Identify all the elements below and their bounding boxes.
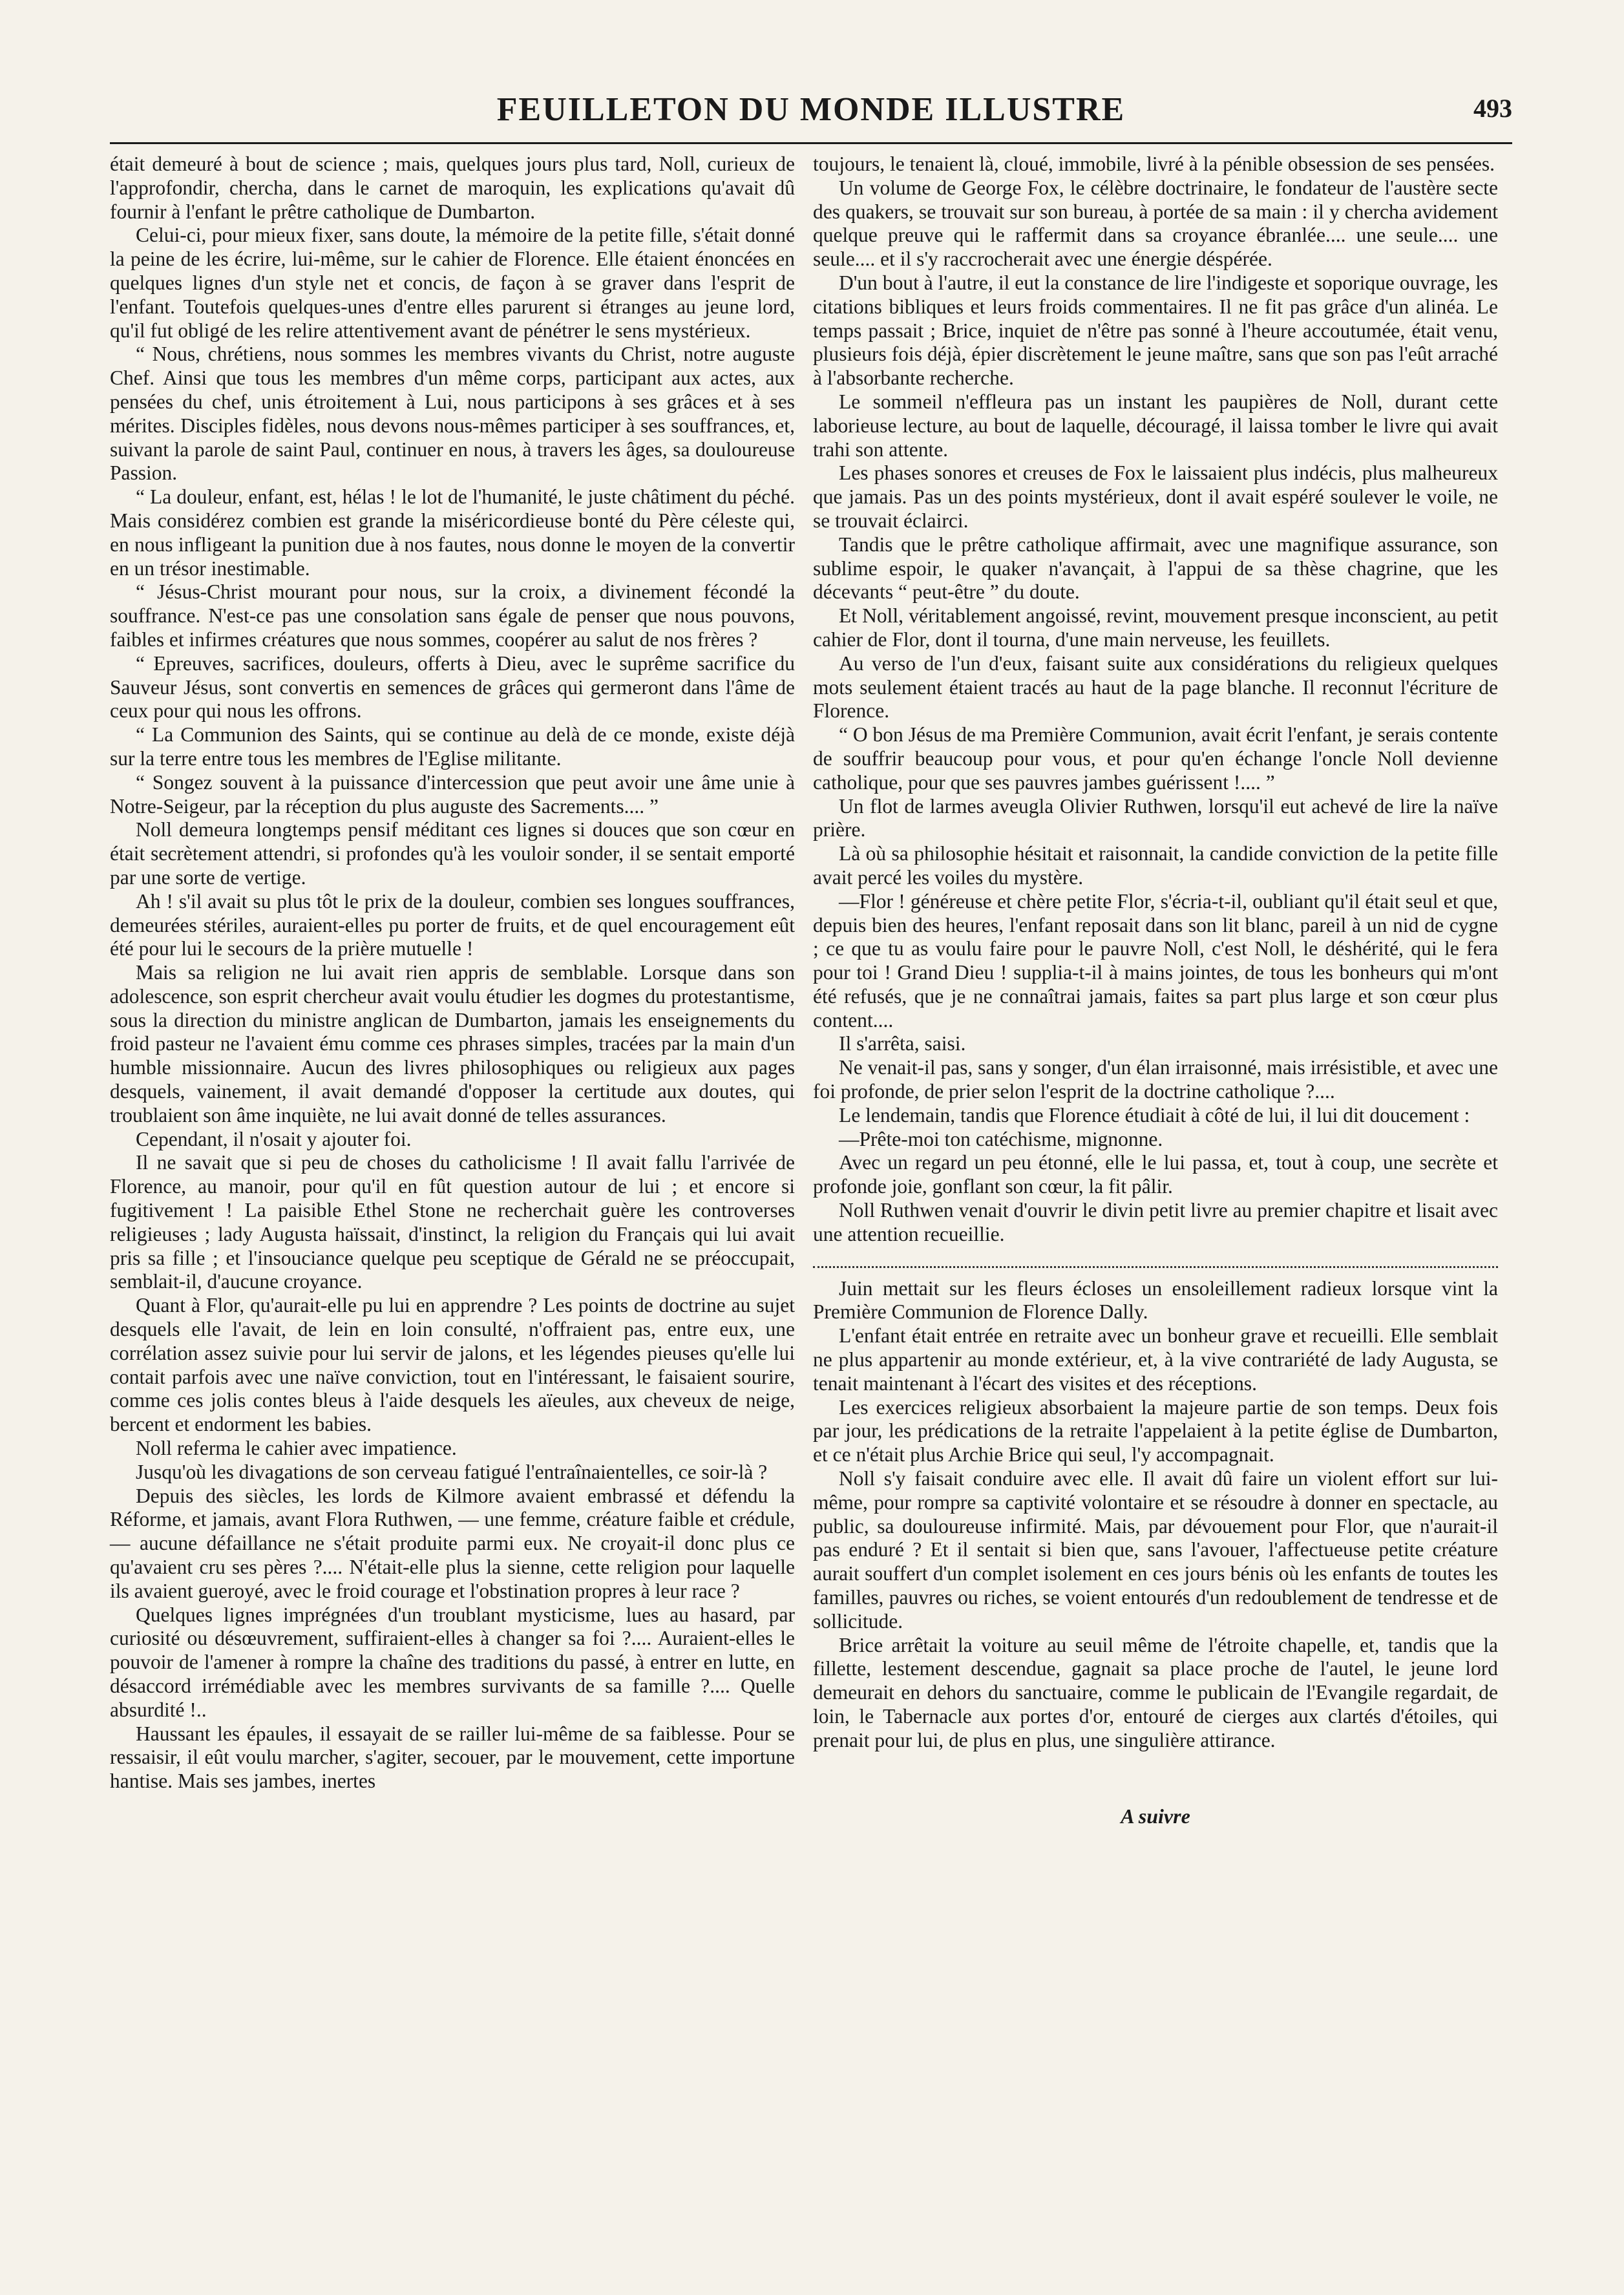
paragraph: Celui-ci, pour mieux fixer, sans doute, la mémoire de la petite fille, s'était donné la peine de les écrire, lui-même, sur le cahier de Florence. Elle étaient énoncées en quelques lignes d'un style net et concis, de façon à se graver dans l'esprit de l'enfant. Toutefois quelques-unes d'entre elles parurent si étranges au jeune lord, qu'il fut obligé de les relire attentivement avant de pénétrer le sens mystérieux.: [110, 224, 795, 342]
paragraph: “ O bon Jésus de ma Première Communion, avait écrit l'enfant, je serais contente de souffrir beaucoup pour vous, et pour qu'en échange l'oncle Noll devienne catholique, pour que ses pauvres jambes guérissent !.... ”: [813, 723, 1498, 794]
paragraph: Depuis des siècles, les lords de Kilmore avaient embrassé et défendu la Réforme, et jamais, avant Flora Ruthwen, — une femme, créature faible et crédule, — aucune défaillance ne s'était produite parmi eux. Ne croyait-il donc plus ce qu'avaient cru ses pères ?.... N'était-elle plus la sienne, cette religion pour laquelle ils avaient gueroyé, avec le froid courage et l'obstination propres à leur race ?: [110, 1484, 795, 1602]
paragraph: “ Jésus-Christ mourant pour nous, sur la croix, a divinement fécondé la souffrance. N'est-ce pas une consolation sans égale de penser que nous pouvons, faibles et infirmes créatures que nous sommes, coopérer au salut de nos frères ?: [110, 580, 795, 651]
paragraph: Noll Ruthwen venait d'ouvrir le divin petit livre au premier chapitre et lisait avec une attention recueillie.: [813, 1199, 1498, 1245]
right-column: [813, 153, 1498, 1828]
paragraph: Noll s'y faisait conduire avec elle. Il avait dû faire un violent effort sur lui-même, pour rompre sa captivité volontaire et se résoudre à donner en spectacle, au public, sa douloureuse infirmité. Mais, par dévouement pour Flor, que n'aurait-il pas enduré ? Et il sentait si bien que, sans l'avouer, l'affectueuse petite créature aurait souffert d'un complet isolement en ces jours bénis où les enfants de toutes les familles, pauvres ou riches, se voient entourés d'un redoublement de tendresse et de sollicitude.: [813, 1467, 1498, 1633]
paragraph: “ La douleur, enfant, est, hélas ! le lot de l'humanité, le juste châtiment du péché. Mais considérez combien est grande la miséricordieuse bonté du Père céleste qui, en nous infligeant la punition due à nos fautes, nous donne le moyen de la convertir en un trésor inestimable.: [110, 485, 795, 580]
paragraph: Tandis que le prêtre catholique affirmait, avec une magnifique assurance, son sublime espoir, le quaker n'avançait, à l'appui de sa thèse chagrine, que les décevants “ peut-être ” du doute.: [813, 533, 1498, 604]
paragraph: “ Songez souvent à la puissance d'intercession que peut avoir une âme unie à Notre-Seigeur, par la réception du plus auguste des Sacrements.... ”: [110, 770, 795, 818]
paragraph: Les phases sonores et creuses de Fox le laissaient plus indécis, plus malheureux que jamais. Pas un des points mystérieux, dont il avait espéré soulever le voile, ne se trouvait éclairci.: [813, 461, 1498, 532]
paragraph: Quant à Flor, qu'aurait-elle pu lui en apprendre ? Les points de doctrine au sujet desquels elle l'avait, de lein en loin consulté, n'offraient pas, entre eux, une corrélation assez suivie pour lui servir de jalons, et les légendes pieuses qu'elle lui contait parfois avec une naïve conviction, tout en l'intéressant, le faisaient sourire, comme ces jolis contes bleus à l'aide desquels les aïeules, aux cheveux de neige, bercent et endorment les babies.: [110, 1294, 795, 1436]
paragraph: Mais sa religion ne lui avait rien appris de semblable. Lorsque dans son adolescence, son esprit chercheur avait voulu étudier les dogmes du protestantisme, sous la direction du ministre anglican de Dumbarton, jamais les enseignements du froid pasteur ne l'avaient ému comme ces phrases simples, tracées par la main d'un humble missionnaire. Aucun des livres philosophiques ou religieux aux pages desquels, vainement, il avait demandé d'opposer la certitude aux doutes, qui troublaient son âme inquiète, ne lui avait donné de telles assurances.: [110, 961, 795, 1126]
paragraph: Ah ! s'il avait su plus tôt le prix de la douleur, combien ses longues souffrances, demeurées stériles, auraient-elles pu porter de fruits, et de quel encouragement eût été pour lui le secours de la prière mutuelle !: [110, 889, 795, 960]
paragraph: toujours, le tenaient là, cloué, immobile, livré à la pénible obsession de ses pensées.: [813, 153, 1495, 175]
paragraph: Avec un regard un peu étonné, elle le lui passa, et, tout à coup, une secrète et profonde joie, gonflant son cœur, la fit pâlir.: [813, 1151, 1498, 1198]
paragraph: “ Nous, chrétiens, nous sommes les membres vivants du Christ, notre auguste Chef. Ainsi que tous les membres d'un même corps, participant aux actes, aux pensées du chef, unis étroitement à Lui, nous participons à ses grâces et à ses mérites. Disciples fidèles, nous devons nous-mêmes participer à ses souffrances, et, suivant la parole de saint Paul, continuer en nous, à travers les âges, sa douloureuse Passion.: [110, 343, 795, 485]
paragraph: —Prête-moi ton catéchisme, mignonne.: [839, 1127, 1163, 1150]
section-separator: [813, 1266, 1498, 1268]
paragraph: Juin mettait sur les fleurs écloses un ensoleillement radieux lorsque vint la Première Communion de Florence Dally.: [813, 1276, 1498, 1324]
paragraph: Quelques lignes imprégnées d'un troublant mysticisme, lues au hasard, par curiosité ou désœuvrement, suffiraient-elles à changer sa foi ?.... Auraient-elles le pouvoir de l'amener à rompre la chaîne des traditions du passé, à entrer en lutte, en désaccord irrémédiable avec les membres survivants de sa famille ?.... Quelle absurdité !..: [110, 1603, 795, 1721]
paragraph: Il ne savait que si peu de choses du catholicisme ! Il avait fallu l'arrivée de Florence, au manoir, pour qu'il en fût question autour de lui ; et encore si fugitivement ! La paisible Ethel Stone ne recherchait guère les controverses religieuses ; lady Augusta haïssait, d'instinct, la religion du Français qui lui avait pris sa fille ; et l'insouciance quelque peu sceptique de Gérald ne se préoccupait, semblait-il, d'aucune croyance.: [110, 1151, 795, 1293]
right-column-part-two: [813, 1277, 1498, 1753]
to-be-continued: A suivre: [1121, 1804, 1190, 1828]
paragraph: —Flor ! généreuse et chère petite Flor, s'écria-t-il, oubliant qu'il était seul et que, depuis bien des heures, l'enfant reposait dans son lit blanc, pareil à un nid de cygne ; ce que tu as voulu faire pour le pauvre Noll, c'est Noll, le déshérité, qui le fera pour toi ! Grand Dieu ! supplia-t-il à mains jointes, de tous les bonheurs qui m'ont été refusés, que je ne connaîtrai jamais, faites sa part plus large et son cœur plus content....: [813, 889, 1498, 1031]
paragraph: Là où sa philosophie hésitait et raisonnait, la candide conviction de la petite fille avait percé les voiles du mystère.: [813, 842, 1498, 889]
paragraph: Un volume de George Fox, le célèbre doctrinaire, le fondateur de l'austère secte des quakers, se trouvait sur son bureau, à portée de sa main : il y chercha avidement quelque preuve qui le raffermit dans sa croyance ébranlée.... une seule.... une seule.... et il s'y raccrocherait avec une énergie déspérée.: [813, 176, 1498, 271]
paragraph: Il s'arrêta, saisi.: [839, 1032, 966, 1055]
paragraph: D'un bout à l'autre, il eut la constance de lire l'indigeste et soporique ouvrage, les citations bibliques et leurs froids commentaires. Il ne fit pas grâce d'un alinéa. Le temps passait ; Brice, inquiet de n'être pas sonné à l'heure accoutumée, était venu, plusieurs fois déjà, épier discrètement le jeune maître, sans que son pas l'eût arraché à l'absorbante recherche.: [813, 271, 1498, 390]
page-header: [110, 90, 1512, 144]
paragraph: était demeuré à bout de science ; mais, quelques jours plus tard, Noll, curieux de l'approfondir, chercha, dans le carnet de maroquin, les explications qu'avait dû fournir à l'enfant le prêtre catholique de Dumbarton.: [110, 153, 795, 223]
paragraph: Et Noll, véritablement angoissé, revint, mouvement presque inconscient, au petit cahier de Flor, dont il tourna, d'une main nerveuse, les feuillets.: [813, 604, 1498, 651]
paragraph: Jusqu'où les divagations de son cerveau fatigué l'entraînaientelles, ce soir-là ?: [136, 1460, 768, 1483]
paragraph: “ La Communion des Saints, qui se continue au delà de ce monde, existe déjà sur la terre entre tous les membres de l'Eglise militante.: [110, 723, 795, 770]
paragraph: Cependant, il n'osait y ajouter foi.: [136, 1127, 412, 1150]
paragraph: Haussant les épaules, il essayait de se railler lui-même de sa faiblesse. Pour se ressaisir, il eût voulu marcher, s'agiter, secouer, par le mouvement, cette importune hantise. Mais ses jambes, inertes: [110, 1722, 795, 1793]
paragraph: Ne venait-il pas, sans y songer, d'un élan irraisonné, mais irrésistible, et avec une foi profonde, de prier selon l'esprit de la doctrine catholique ?....: [813, 1056, 1498, 1103]
paragraph: Le sommeil n'effleura pas un instant les paupières de Noll, durant cette laborieuse lecture, au bout de laquelle, découragé, il laissa tomber le livre qui avait trahi son attente.: [813, 390, 1498, 461]
paragraph: Noll demeura longtemps pensif méditant ces lignes si douces que son cœur en était secrètement attendri, si profondes qu'à les vouloir sonder, il se sentait emporté par une sorte de vertige.: [110, 818, 795, 889]
paragraph: “ Epreuves, sacrifices, douleurs, offerts à Dieu, avec le suprême sacrifice du Sauveur Jésus, sont convertis en semences de grâces qui germeront dans l'âme de ceux pour qui nous les offrons.: [110, 651, 795, 723]
paragraph: Noll referma le cahier avec impatience.: [136, 1437, 457, 1460]
paragraph: Un flot de larmes aveugla Olivier Ruthwen, lorsqu'il eut achevé de lire la naïve prière.: [813, 794, 1498, 841]
paragraph: Brice arrêtait la voiture au seuil même de l'étroite chapelle, et, tandis que la fillette, lestement descendue, gagnait sa place proche de l'autel, le jeune lord demeurait en dehors du sanctuaire, comme le publicain de l'Evangile regardait, de loin, le Tabernacle aux portes d'or, entouré de cierges aux clartés d'étoiles, qui prenait pour lui, de plus en plus, une singulière attirance.: [813, 1633, 1498, 1751]
paragraph: Le lendemain, tandis que Florence étudiait à côté de lui, il lui dit doucement :: [839, 1103, 1470, 1126]
feuilleton-title: FEUILLETON DU MONDE ILLUSTRE: [496, 91, 1126, 128]
paragraph: Les exercices religieux absorbaient la majeure partie de son temps. Deux fois par jour, les prédications de la retraite l'appelaient à la petite église de Dumbarton, et ce n'était plus Archie Brice qui seul, l'y accompagnait.: [813, 1395, 1498, 1466]
paragraph: L'enfant était entrée en retraite avec un bonheur grave et recueilli. Elle semblait ne plus appartenir au monde extérieur, et, à la vive contrariété de lady Augusta, se tenait maintenant à l'écart des visites et des réceptions.: [813, 1324, 1498, 1395]
left-column: [110, 153, 795, 1793]
page-number: 493: [1473, 94, 1512, 123]
paragraph: Au verso de l'un d'eux, faisant suite aux considérations du religieux quelques mots seulement étaient tracés au haut de la page blanche. Il reconnut l'écriture de Florence.: [813, 651, 1498, 723]
right-column-part-one: [813, 153, 1498, 1247]
